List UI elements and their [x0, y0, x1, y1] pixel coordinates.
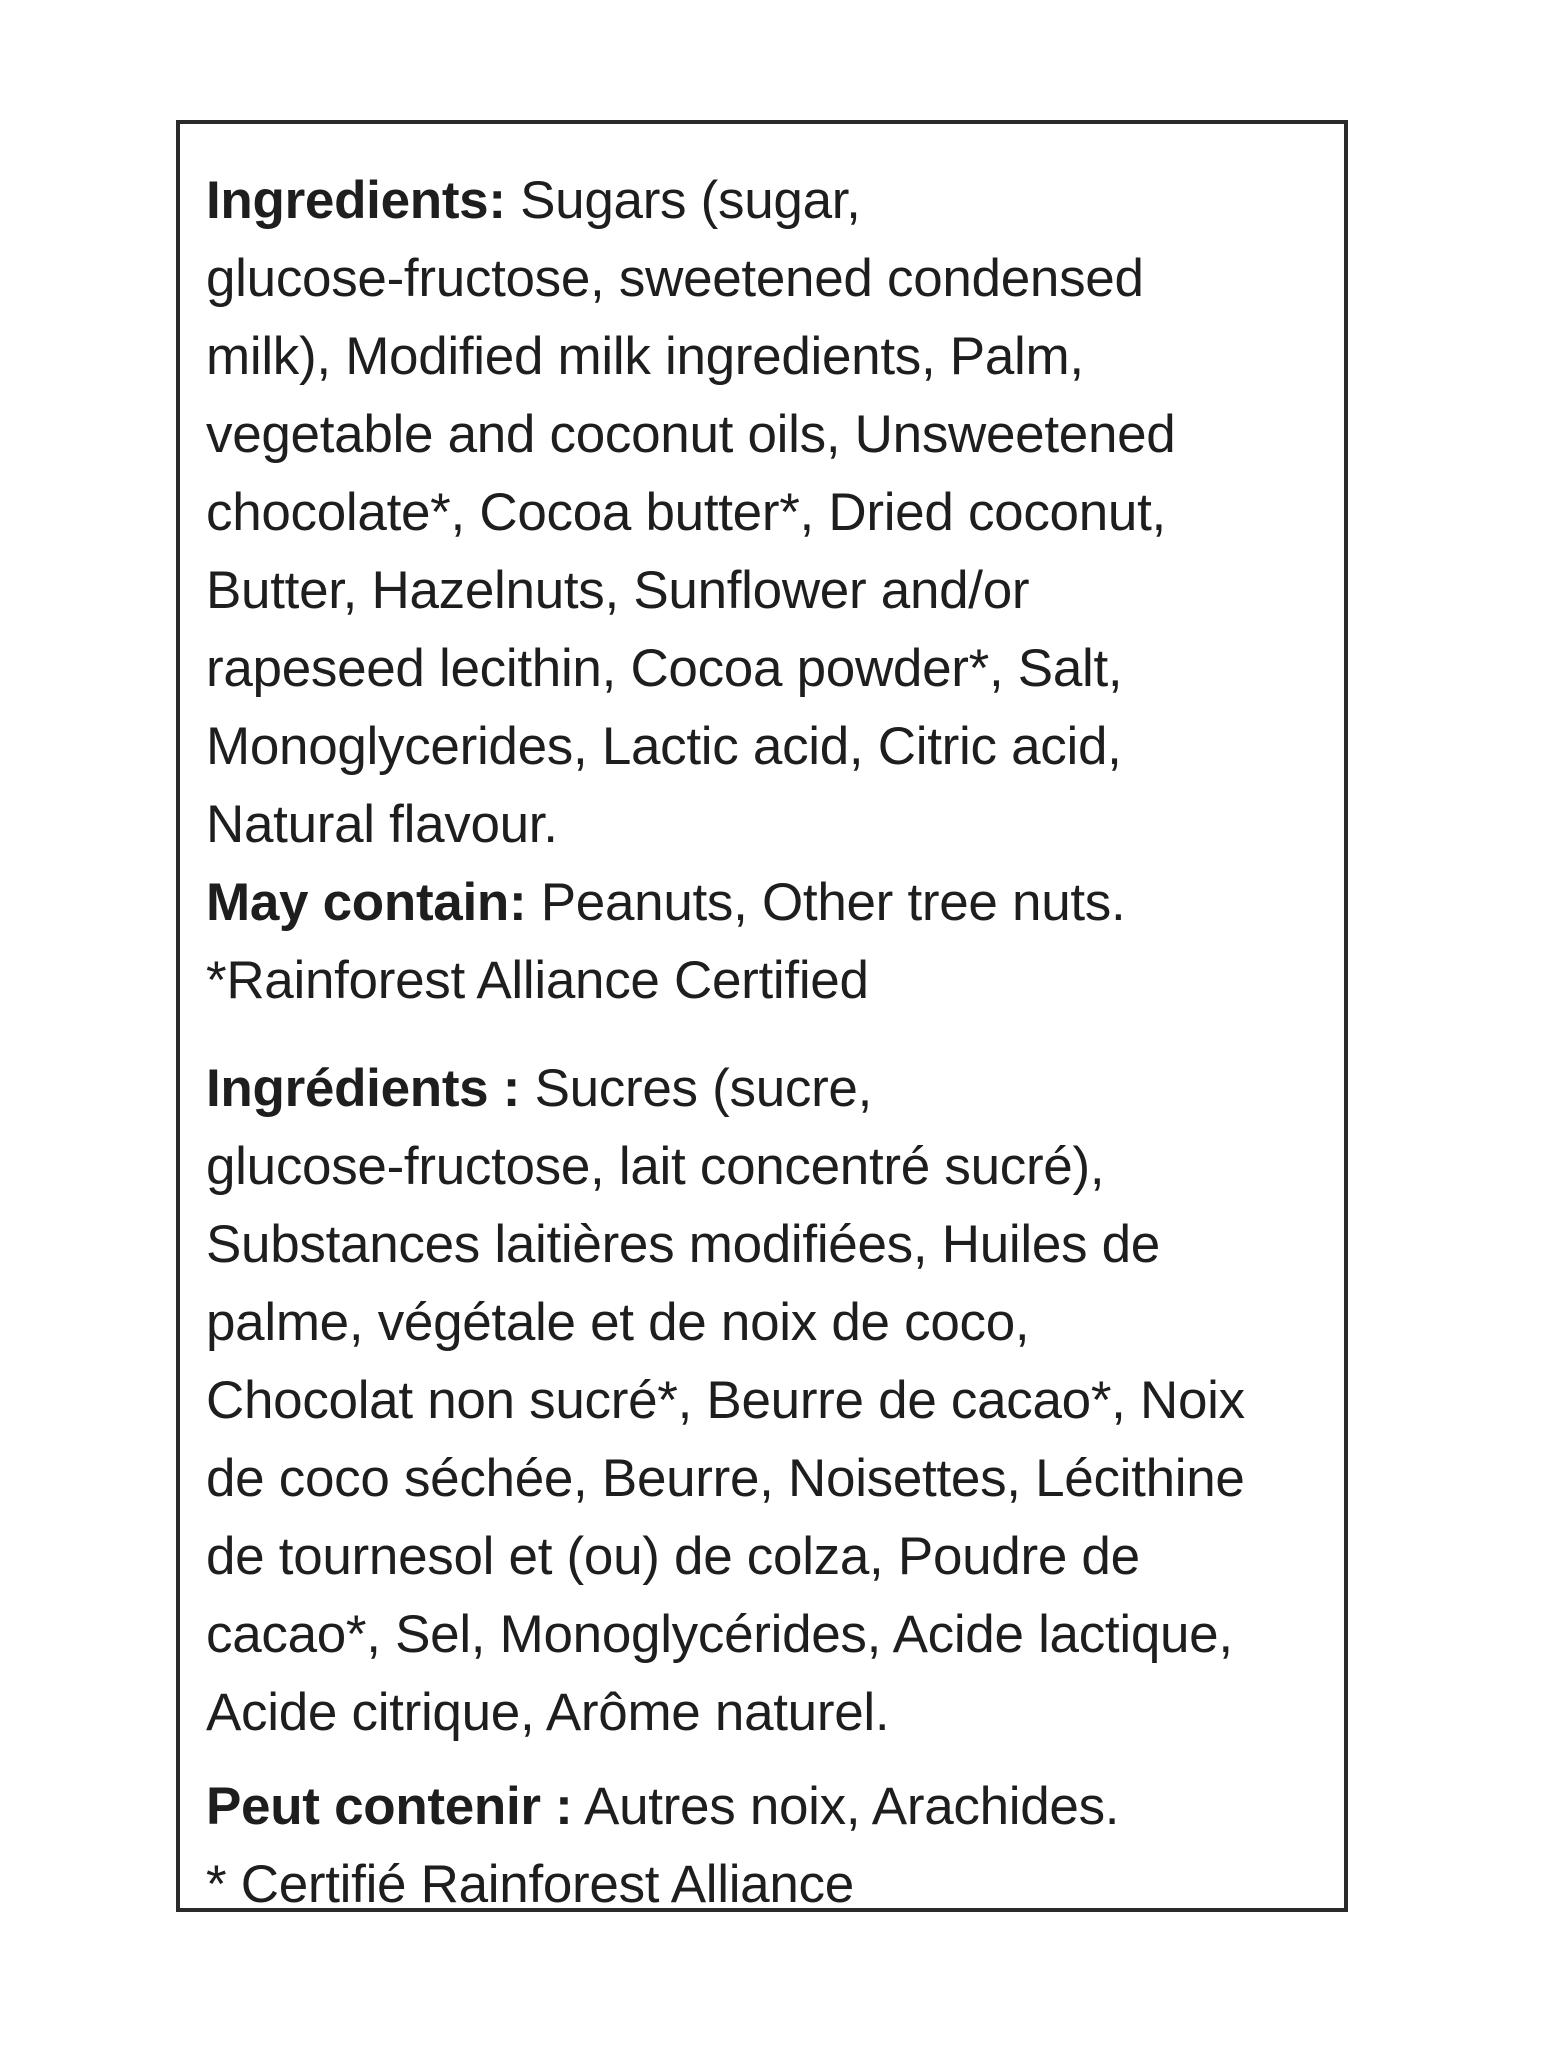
- ingredients-line: glucose-fructose, sweetened condensed: [206, 249, 1144, 308]
- section-spacer: [206, 1020, 1334, 1050]
- may-contain-label: Peut contenir :: [206, 1777, 573, 1836]
- ingredients-line: palme, végétale et de noix de coco,: [206, 1293, 1030, 1352]
- may-contain-text: Peanuts, Other tree nuts.: [526, 873, 1126, 932]
- english-section: [206, 162, 1334, 1020]
- english-certification: *Rainforest Alliance Certified: [206, 951, 869, 1010]
- french-ingredients-first-line: [206, 1050, 1334, 1128]
- ingredients-line: Substances laitières modifiées, Huiles de: [206, 1215, 1160, 1274]
- ingredients-line: de coco séchée, Beurre, Noisettes, Lécithine: [206, 1449, 1245, 1508]
- ingredients-text: [206, 162, 1334, 1924]
- english-may-contain: [206, 864, 1334, 942]
- may-contain-text: Autres noix, Arachides.: [572, 1777, 1120, 1836]
- french-certification: * Certifié Rainforest Alliance: [206, 1855, 854, 1914]
- ingredients-line: Sugars (sugar,: [505, 171, 861, 230]
- ingredients-line: vegetable and coconut oils, Unsweetened: [206, 405, 1176, 464]
- ingredients-line: Chocolat non sucré*, Beurre de cacao*, Noix: [206, 1371, 1245, 1430]
- ingredients-line: de tournesol et (ou) de colza, Poudre de: [206, 1527, 1140, 1586]
- may-contain-label: May contain:: [206, 873, 527, 932]
- ingredients-line: Acide citrique, Arôme naturel.: [206, 1683, 890, 1742]
- ingredients-line: cacao*, Sel, Monoglycérides, Acide lactique,: [206, 1605, 1233, 1664]
- ingredients-line: Monoglycerides, Lactic acid, Citric acid,: [206, 717, 1122, 776]
- ingredients-panel: [176, 120, 1348, 1912]
- ingredients-line: Sucres (sucre,: [520, 1059, 873, 1118]
- ingredients-line: glucose-fructose, lait concentré sucré),: [206, 1137, 1105, 1196]
- ingredients-line: rapeseed lecithin, Cocoa powder*, Salt,: [206, 639, 1123, 698]
- ingredients-line: Natural flavour.: [206, 795, 558, 854]
- ingredients-line: Butter, Hazelnuts, Sunflower and/or: [206, 561, 1030, 620]
- ingredients-line: milk), Modified milk ingredients, Palm,: [206, 327, 1084, 386]
- english-ingredients-label: Ingredients:: [206, 171, 506, 230]
- ingredients-line: chocolate*, Cocoa butter*, Dried coconut,: [206, 483, 1166, 542]
- french-may-contain: [206, 1768, 1334, 1846]
- french-section: [206, 1050, 1334, 1924]
- english-ingredients-first-line: [206, 162, 1334, 240]
- section-spacer: [206, 1752, 1334, 1768]
- french-ingredients-label: Ingrédients :: [206, 1059, 521, 1118]
